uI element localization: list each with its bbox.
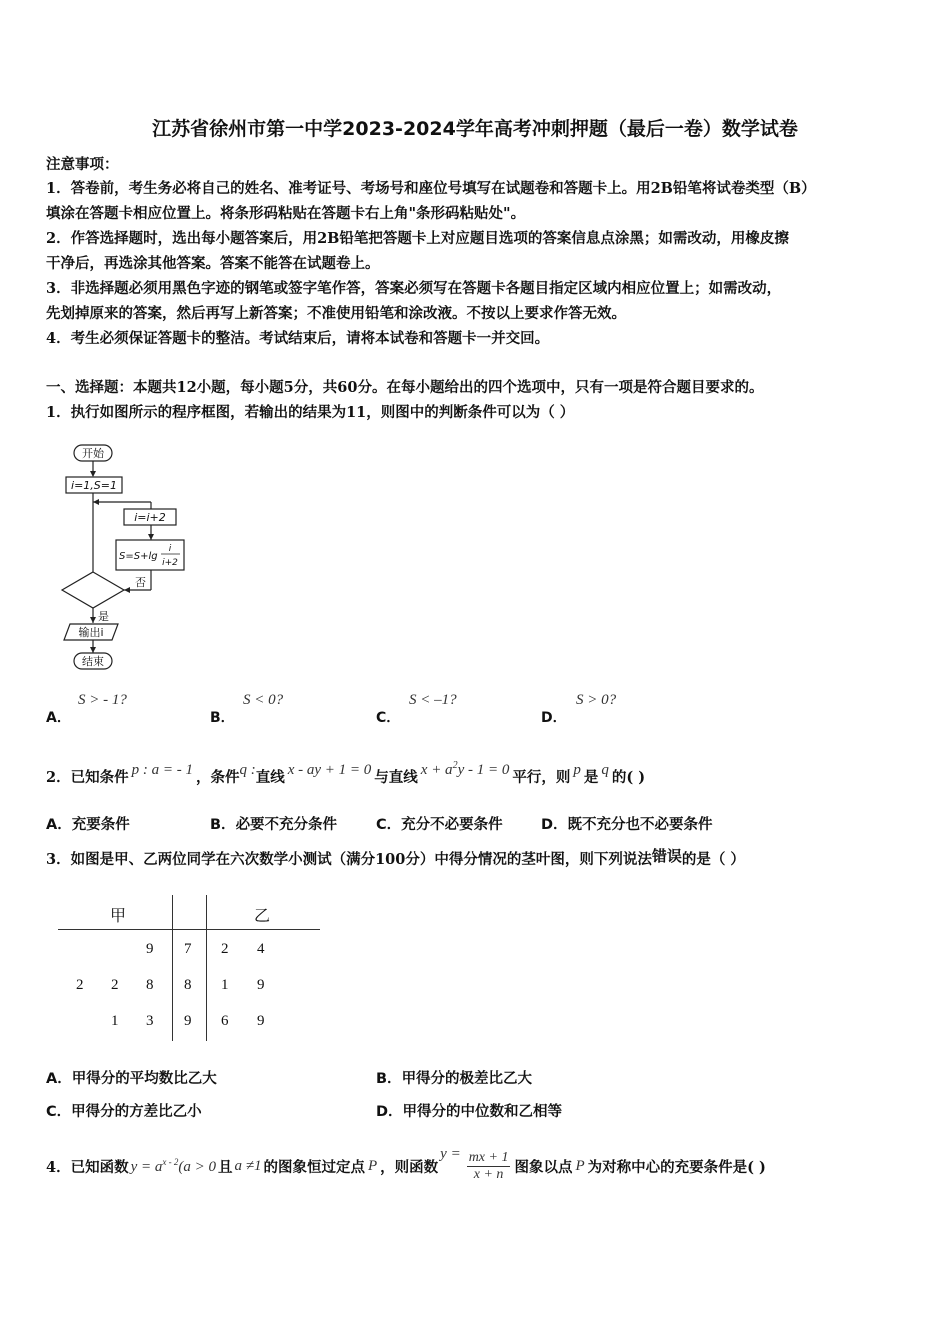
stem-leaf-right-leaf: 6 (221, 1013, 229, 1029)
flow-assign-frac-den: i+2 (162, 558, 178, 568)
q1-option-a-label[interactable]: A． (46, 710, 71, 726)
q3-option-b[interactable]: B．甲得分的极差比乙大 (376, 1070, 533, 1087)
q4-number: 4．已知函数 (46, 1159, 129, 1176)
q2-option-b[interactable]: B．必要不充分条件 (210, 816, 338, 833)
stem-leaf-left-leaf: 3 (146, 1013, 154, 1029)
flow-assign-frac-num: i (168, 544, 172, 554)
q2-number: 2．已知条件 (46, 769, 129, 786)
q1-option-a-text: S > - 1? (78, 692, 127, 708)
q2-text: 与直线 (374, 769, 418, 786)
q4-point-p2: P (575, 1158, 585, 1174)
stem-leaf-left-leaf: 2 (76, 977, 84, 993)
q1-option-b-label[interactable]: B． (210, 710, 235, 726)
stem-leaf-stem: 9 (184, 1013, 192, 1029)
q3-emphasis: 错误 (651, 847, 682, 865)
q3-stem: 3．如图是甲、乙两位同学在六次数学小测试（满分100分）中得分情况的茎叶图，则下列说法错误的是（ ） (46, 847, 745, 868)
q3-option-a[interactable]: A．甲得分的平均数比乙大 (46, 1070, 217, 1087)
q2-text: 是 (583, 769, 599, 786)
flow-start-label: 开始 (82, 447, 104, 460)
q4-fraction-denominator: x + n (473, 1167, 504, 1182)
q1-option-b-text: S < 0? (243, 692, 284, 708)
flow-yes-label: 是 (98, 610, 109, 623)
flow-decision-diamond (62, 572, 124, 608)
stem-leaf-left-header: 甲 (110, 908, 127, 925)
q2-option-c[interactable]: C．充分不必要条件 (376, 816, 503, 833)
q4-stem: 4．已知函数 $y = a^{x - 2}(a > 0$ 且 a ≠1 的图象恒过定点 P ，则函数 y = $\frac{mx + 1}{x + n}$ 图象以点 P 为对称中心的充要条件是( ) (46, 1146, 766, 1182)
page-title: 江苏省徐州市第一中学2023-2024学年高考冲刺押题（最后一卷）数学试卷 (152, 118, 798, 140)
q2-text: 的( ) (611, 769, 646, 786)
q1-option-d-label[interactable]: D． (541, 710, 567, 726)
q2-option-d[interactable]: D．既不充分也不必要条件 (541, 816, 713, 833)
q2-var-p: p (573, 762, 581, 778)
q4-y-equals: y = (440, 1146, 461, 1162)
notice-line: 干净后，再选涂其他答案。答案不能答在试题卷上。 (46, 255, 380, 272)
q2-line2-equation: $x + a^2y - 1 = 0$ (420, 760, 510, 778)
q2-condition-q: q : (239, 762, 256, 778)
notice-line: 2．作答选择题时，选出每小题答案后，用2B铅笔把答题卡上对应题目选项的答案信息点涂黑；如需改动，用橡皮擦 (46, 230, 789, 247)
q4-point-p: P (367, 1158, 378, 1174)
q2-text: 平行，则 (512, 769, 571, 786)
flow-output-label: 输出i (78, 626, 104, 639)
flow-inc-label: i=i+2 (134, 511, 166, 524)
stem-leaf-plot (58, 895, 323, 1045)
q2-option-a[interactable]: A．充要条件 (46, 816, 130, 833)
stem-leaf-right-leaf: 9 (257, 977, 265, 993)
notice-line: 先划掉原来的答案，然后再写上新答案；不准使用铅笔和涂改液。不按以上要求作答无效。 (46, 305, 626, 322)
flow-end-label: 结束 (82, 655, 104, 668)
q2-condition-p: p : a = - 1 (131, 762, 193, 778)
q2-var-q: q (601, 762, 609, 778)
flowchart-figure (48, 440, 198, 675)
stem-leaf-right-leaf: 1 (221, 977, 229, 993)
q3-option-c[interactable]: C．甲得分的方差比乙小 (46, 1103, 202, 1120)
stem-leaf-left-leaf: 8 (146, 977, 154, 993)
q1-option-c-label[interactable]: C． (376, 710, 401, 726)
q4-fraction (467, 1150, 511, 1183)
q3-option-d[interactable]: D．甲得分的中位数和乙相等 (376, 1103, 563, 1120)
q1-option-c-text: S < –1? (409, 692, 457, 708)
q4-function: $y = a^{x - 2}(a > 0$ (130, 1157, 216, 1175)
flow-init-label: i=1,S=1 (71, 479, 117, 492)
flow-no-label: 否 (135, 576, 146, 589)
q4-fraction-numerator: mx + 1 (468, 1150, 509, 1165)
flow-assign-label: S=S+lg (119, 551, 158, 562)
q2-text: ，条件 (195, 769, 240, 786)
stem-leaf-right-header: 乙 (254, 908, 271, 925)
stem-leaf-right-leaf: 2 (221, 941, 229, 957)
stem-leaf-right-leaf: 9 (257, 1013, 265, 1029)
q4-condition: a ≠1 (234, 1158, 262, 1174)
q1-stem: 1．执行如图所示的程序框图，若输出的结果为11，则图中的判断条件可以为（ ） (46, 404, 575, 421)
notice-line: 填涂在答题卡相应位置上。将条形码粘贴在答题卡右上角"条形码粘贴处"。 (46, 205, 526, 222)
notice-line: 1．答卷前，考生务必将自己的姓名、准考证号、考场号和座位号填写在试题卷和答题卡上。用2B铅笔将试卷类型（B） (46, 180, 816, 197)
notice-line: 4．考生必须保证答题卡的整洁。考试结束后，请将本试卷和答题卡一并交回。 (46, 330, 550, 347)
q1-option-d-text: S > 0? (576, 692, 617, 708)
notice-line: 3．非选择题必须用黑色字迹的钢笔或签字笔作答，答案必须写在答题卡各题目指定区域内相应位置上；如需改动， (46, 280, 782, 297)
q2-line1-equation: x - ay + 1 = 0 (287, 762, 372, 778)
stem-leaf-right-leaf: 4 (257, 941, 265, 957)
stem-leaf-stem: 7 (184, 941, 192, 957)
notice-heading: 注意事项： (46, 156, 119, 173)
stem-leaf-stem: 8 (184, 977, 192, 993)
q2-text: 直线 (255, 769, 285, 786)
q2-stem (46, 760, 646, 787)
stem-leaf-left-leaf: 1 (111, 1013, 119, 1029)
stem-leaf-left-leaf: 2 (111, 977, 119, 993)
section-heading: 一、选择题：本题共12小题，每小题5分，共60分。在每小题给出的四个选项中，只有一项是符合题目要求的。 (46, 379, 764, 396)
stem-leaf-left-leaf: 9 (146, 941, 154, 957)
